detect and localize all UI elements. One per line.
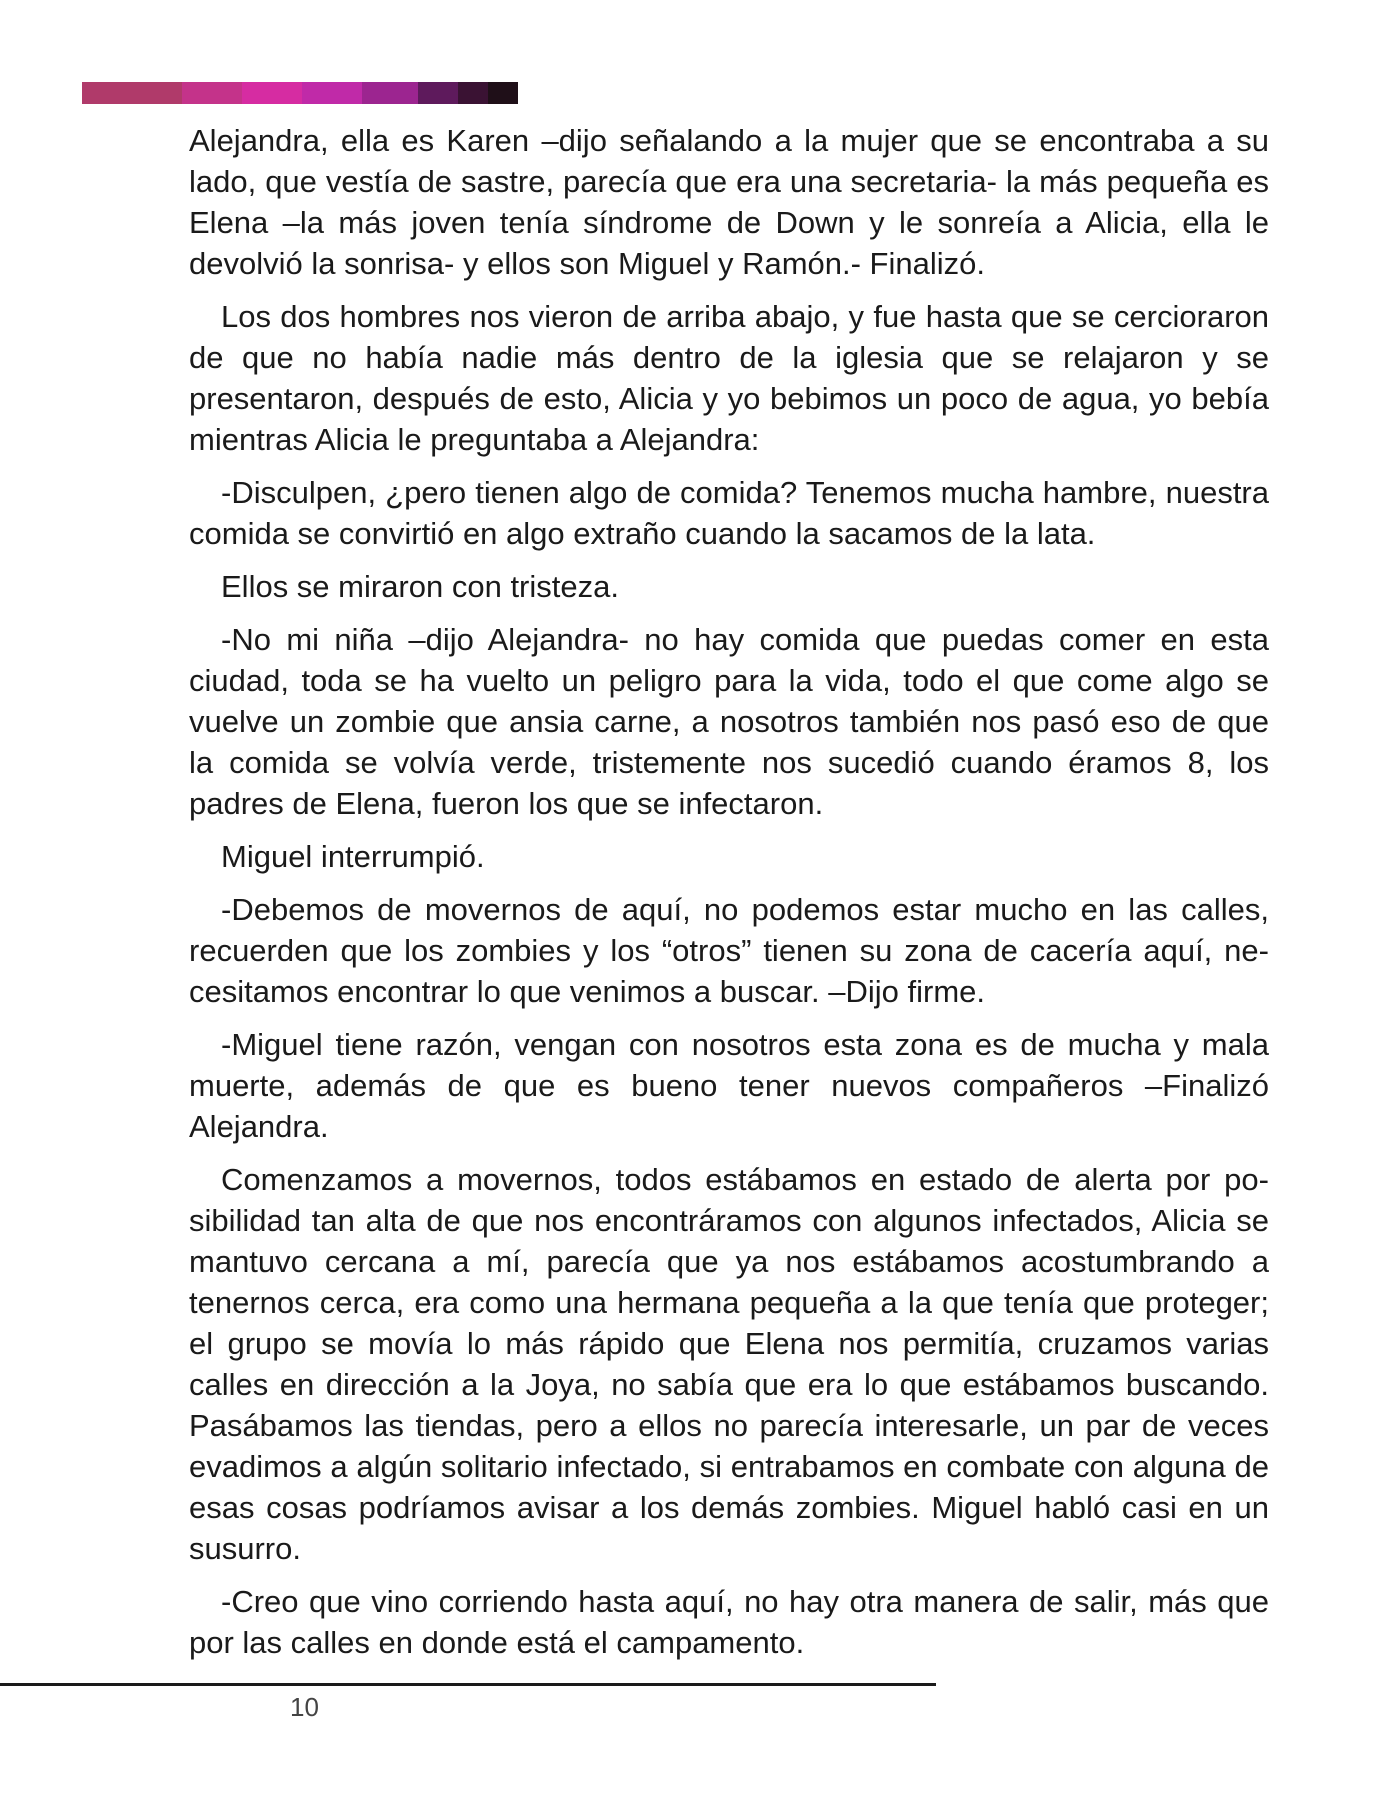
color-bar-segment: [82, 82, 182, 104]
color-bar-segment: [182, 82, 242, 104]
decorative-color-bar: [82, 82, 518, 104]
color-bar-segment: [242, 82, 302, 104]
paragraph: Comenzamos a movernos, todos estábamos en estado de alerta por posibilidad tan alta de que nos encontráramos con algunos infectados, Alicia se mantuvo cercana a mí, parecía que ya nos estábamos acostumbrando a tenernos cerca, era como una hermana pequeña a la que tenía que proteger; el grupo se movía lo más rápido que Elena nos permitía, cruzamos varias calles en dirección a la Joya, no sabía que era lo que estábamos buscando. Pasábamos las tiendas, pero a ellos no parecía interesarle, un par de veces evadimos a algún solitario infectado, si entrabamos en combate con alguna de esas cosas podríamos avisar a los demás zombies. Miguel habló casi en un susurro.: [189, 1162, 1269, 1566]
footer-rule: [0, 1683, 936, 1686]
paragraph: -No mi niña –dijo Alejandra- no hay comida que puedas comer en esta ciudad, toda se ha vuelto un peligro para la vida, todo el que come algo se vuelve un zombie que ansia carne, a nosotros también nos pasó eso de que la comida se volvía verde, tristemente nos sucedió cuando éramos 8, los padres de Elena, fueron los que se infectaron.: [189, 622, 1269, 821]
paragraph: Los dos hombres nos vieron de arriba abajo, y fue hasta que se cercioraron de que no había nadie más dentro de la iglesia que se relajaron y se presentaron, después de esto, Alicia y yo bebimos un poco de agua, yo bebía mientras Alicia le preguntaba a Alejandra:: [189, 299, 1269, 457]
color-bar-segment: [458, 82, 488, 104]
paragraph: -Miguel tiene razón, vengan con nosotros esta zona es de mucha y mala muerte, además de que es bueno tener nuevos compañeros –Finalizó Alejandra.: [189, 1027, 1269, 1144]
page-number: 10: [290, 1692, 319, 1722]
color-bar-segment: [362, 82, 418, 104]
paragraph: -Debemos de movernos de aquí, no podemos estar mucho en las calles, recuerden que los zombies y los “otros” tienen su zona de cacería aquí, necesitamos encontrar lo que venimos a buscar. –Dijo firme.: [189, 892, 1269, 1009]
paragraph: Miguel interrumpió.: [221, 839, 485, 874]
paragraph: Alejandra, ella es Karen –dijo señalando a la mujer que se encontraba a su lado, que vestía de sastre, parecía que era una secretaria- la más pequeña es Elena –la más joven tenía síndrome de Down y le sonreía a Alicia, ella le devolvió la sonrisa- y ellos son Miguel y Ramón.- Finalizó.: [189, 123, 1269, 281]
paragraph: -Creo que vino corriendo hasta aquí, no hay otra manera de salir, más que por las calles en donde está el campamento.: [189, 1584, 1269, 1660]
color-bar-segment: [302, 82, 362, 104]
paragraph: Ellos se miraron con tristeza.: [221, 569, 619, 604]
paragraph: -Disculpen, ¿pero tienen algo de comida? Tenemos mucha hambre, nuestra comida se convirtió en algo extraño cuando la sacamos de la lata.: [189, 475, 1269, 551]
color-bar-segment: [488, 82, 518, 104]
color-bar-segment: [418, 82, 458, 104]
body-text: [189, 120, 1269, 1675]
